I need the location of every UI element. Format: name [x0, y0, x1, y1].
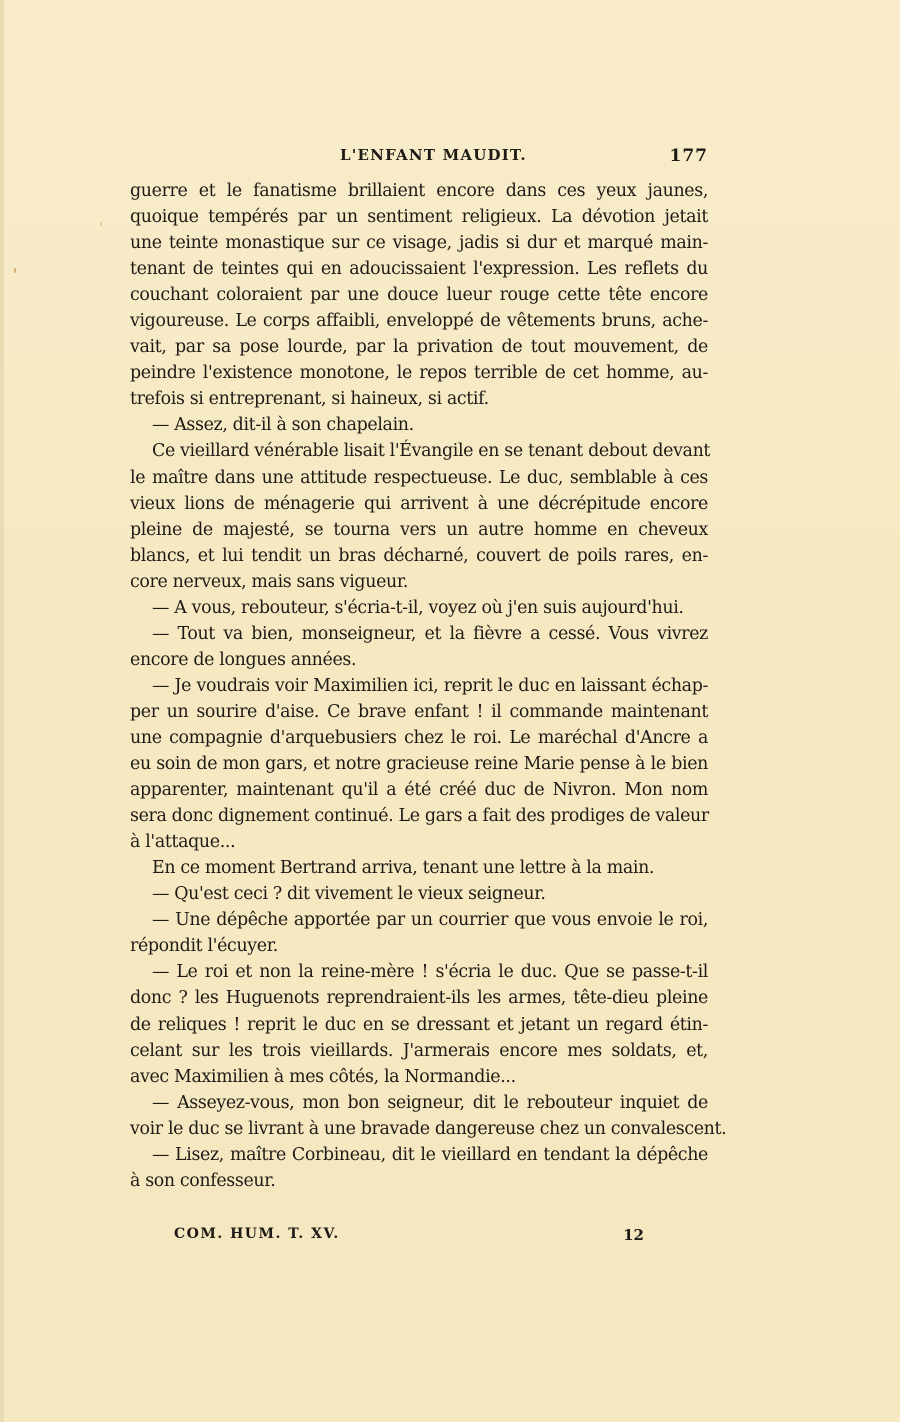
- page-header: [130, 146, 708, 170]
- text-line: celant sur les trois vieillards. J'armerais encore mes soldats, et,: [130, 1040, 708, 1061]
- page-edge: [0, 0, 4, 1422]
- text-line: une compagnie d'arquebusiers chez le roi. Le maréchal d'Ancre a: [130, 727, 708, 748]
- text-line: vigoureuse. Le corps affaibli, enveloppé de vêtements bruns, ache-: [130, 311, 708, 332]
- text-line: une teinte monastique sur ce visage, jadis si dur et marqué main-: [130, 233, 708, 254]
- paragraph: [130, 595, 708, 621]
- text-line: eu soin de mon gars, et notre gracieuse reine Marie pense à le bien: [130, 754, 708, 775]
- text-line: En ce moment Bertrand arriva, tenant une lettre à la main.: [152, 858, 655, 879]
- paragraph: [130, 412, 708, 438]
- text-line: Ce vieillard vénérable lisait l'Évangile en se tenant debout devant: [152, 441, 711, 462]
- paragraph: [130, 438, 711, 594]
- text-line: encore de longues années.: [130, 649, 357, 670]
- paragraph: [130, 959, 708, 1089]
- text-line: core nerveux, mais sans vigueur.: [130, 571, 409, 592]
- paper-speck: [100, 222, 102, 226]
- text-line: voir le duc se livrant à une bravade dangereuse chez un convalescent.: [130, 1118, 727, 1139]
- text-line: apparenter, maintenant qu'il a été créé duc de Nivron. Mon nom: [130, 780, 708, 801]
- text-line: le maître dans une attitude respectueuse. Le duc, semblable à ces: [130, 467, 708, 488]
- paragraph: [130, 621, 708, 673]
- paragraph: [130, 1142, 708, 1194]
- paragraph: [130, 178, 708, 412]
- text-line: vieux lions de ménagerie qui arrivent à une décrépitude encore: [130, 493, 708, 514]
- text-line: — Je voudrais voir Maximilien ici, reprit le duc en laissant échap-: [152, 675, 708, 696]
- text-line: donc ? les Huguenots reprendraient-ils les armes, tête-dieu pleine: [130, 988, 708, 1009]
- text-line: sera donc dignement continué. Le gars a fait des prodiges de valeur: [130, 806, 709, 827]
- text-line: peindre l'existence monotone, le repos terrible de cet homme, au-: [130, 363, 708, 384]
- paragraph: [130, 1090, 727, 1142]
- text-line: avec Maximilien à mes côtés, la Normandie...: [130, 1066, 516, 1087]
- text-line: — Qu'est ceci ? dit vivement le vieux seigneur.: [152, 884, 546, 905]
- printer-signature: COM. HUM. T. XV.: [174, 1226, 340, 1242]
- text-line: — Une dépêche apportée par un courrier que vous envoie le roi,: [152, 910, 708, 931]
- page-number: 177: [669, 146, 708, 166]
- page-footer: [174, 1226, 644, 1250]
- text-line: — Lisez, maître Corbineau, dit le vieillard en tendant la dépêche: [152, 1144, 708, 1165]
- text-line: trefois si entreprenant, si haineux, si actif.: [130, 389, 489, 410]
- text-line: — A vous, rebouteur, s'écria-t-il, voyez où j'en suis aujourd'hui.: [152, 597, 684, 618]
- text-line: — Asseyez-vous, mon bon seigneur, dit le rebouteur inquiet de: [152, 1092, 708, 1113]
- text-line: répondit l'écuyer.: [130, 936, 278, 957]
- text-line: de reliques ! reprit le duc en se dressant et jetant un regard étin-: [130, 1014, 708, 1035]
- body-text: [130, 178, 727, 1194]
- text-line: — Assez, dit-il à son chapelain.: [152, 415, 414, 436]
- text-line: quoique tempérés par un sentiment religieux. La dévotion jetait: [130, 207, 708, 228]
- paragraph: [130, 907, 708, 959]
- text-line: blancs, et lui tendit un bras décharné, couvert de poils rares, en-: [130, 545, 708, 566]
- paragraph: [130, 673, 708, 855]
- text-line: couchant coloraient par une douce lueur rouge cette tête encore: [130, 285, 708, 306]
- text-line: vait, par sa pose lourde, par la privation de tout mouvement, de: [130, 337, 708, 358]
- text-line: guerre et le fanatisme brillaient encore dans ces yeux jaunes,: [130, 181, 708, 201]
- signature-number: 12: [623, 1226, 644, 1244]
- paper-speck: [14, 268, 16, 273]
- text-line: pleine de majesté, se tourna vers un autre homme en cheveux: [130, 519, 708, 540]
- paragraph: [130, 855, 708, 881]
- text-line: tenant de teintes qui en adoucissaient l'expression. Les reflets du: [130, 259, 708, 280]
- paragraph: [130, 881, 708, 907]
- running-title: L'ENFANT MAUDIT.: [340, 146, 527, 164]
- text-line: — Tout va bien, monseigneur, et la fièvre a cessé. Vous vivrez: [152, 623, 708, 644]
- text-line: — Le roi et non la reine-mère ! s'écria le duc. Que se passe-t-il: [152, 962, 708, 983]
- text-line: per un sourire d'aise. Ce brave enfant ! il commande maintenant: [130, 701, 708, 722]
- text-line: à son confesseur.: [130, 1170, 276, 1191]
- text-line: à l'attaque...: [130, 832, 236, 853]
